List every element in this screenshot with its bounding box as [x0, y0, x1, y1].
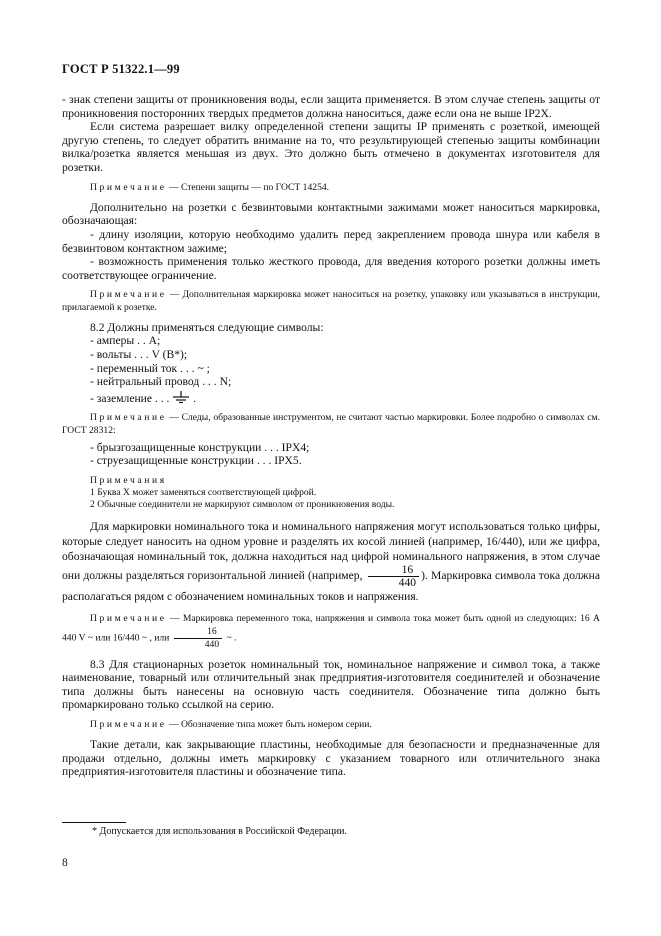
- note-text-b: ~ .: [224, 632, 237, 644]
- symbol-ipx5: - струезащищенные конструкции . . . IPX5.: [90, 454, 302, 468]
- note-label: Примечание: [90, 289, 167, 301]
- symbol-neutral: - нейтральный провод . . . N;: [90, 375, 232, 389]
- section-8-2-title: 8.2 Должны применяться следующие символы:: [90, 320, 324, 334]
- paragraph-water-protection: - знак степени защиты от проникновения воды, если защита применяется. В этом случае степень защиты от проникновения посторонних твердых предметов должна наноситься, даже если она не выше IP2X.: [62, 93, 600, 120]
- note-text: — Степени защиты — по ГОСТ 14254.: [166, 181, 330, 193]
- note-additional-marking: [62, 289, 600, 313]
- fraction-example-note: [174, 626, 222, 651]
- fraction-example: [368, 564, 419, 589]
- symbol-volts: - вольты . . . V (B*);: [90, 347, 188, 361]
- footnote: * Допускается для использования в Российской Федерации.: [92, 826, 347, 837]
- note-label: Примечание: [90, 718, 167, 730]
- note-label: Примечание: [90, 412, 167, 424]
- note-ac-marking: [62, 611, 600, 651]
- paragraph-rigid-wire: - возможность применения только жесткого провода, для введения которого розетки должны иметь соответствующее ограничение.: [62, 255, 600, 282]
- ground-label: - заземление . . .: [90, 391, 170, 405]
- paragraph-ip-combination: Если система разрешает вилку определенной степени защиты IP применять с розеткой, имеющей другую степень, то следует обратить внимание на то, что результирующей степенью защиты комбинации вилка/розетка является меньшая из двух. Это должно быть отмечено в документах изготовителя для розетки.: [62, 120, 600, 174]
- note-item-2: 2 Обычные соединители не маркируют символом от проникновения воды.: [90, 499, 395, 511]
- fraction-denominator: 440: [398, 575, 417, 589]
- document-page: [62, 62, 600, 779]
- marking-text-b: ). Маркировка символа тока должна располагаться рядом с обозначением номинальных токов и напряжения.: [62, 568, 600, 603]
- symbol-ground: [62, 391, 600, 406]
- page-number: 8: [62, 857, 68, 869]
- fraction-numerator: 16: [368, 564, 419, 577]
- note-label: Примечание: [90, 181, 167, 193]
- marking-text-a: Для маркировки номинального тока и номинального напряжения могут использоваться только цифры, которые следует наносить на одном уровне и разделять их косой линией (например, 16/440), или же цифра, обозначающая номинальный ток, должна находиться над цифрой номинального напряжения, в этом случае они должны разделяться горизонтальной линией (например,: [62, 519, 600, 582]
- symbol-ac: - переменный ток . . . ~ ;: [90, 361, 210, 375]
- notes-label: Примечания: [90, 474, 167, 486]
- standard-header: ГОСТ Р 51322.1—99: [62, 62, 180, 76]
- note-label: Примечание: [90, 612, 167, 624]
- footnote-separator: [62, 822, 126, 823]
- note-item-1: 1 Буква X может заменяться соответствующей цифрой.: [90, 487, 317, 499]
- note-text-a: — Маркировка переменного тока, напряжения и символа тока может быть одной из следующих: 16 A 440 V ~ или 16/440 ~ , или: [62, 612, 600, 644]
- fraction-numerator: 16: [174, 626, 222, 639]
- fraction-denominator: 440: [204, 638, 220, 650]
- ground-end: .: [193, 391, 197, 405]
- note-text: — Обозначение типа может быть номером серии.: [166, 718, 372, 730]
- symbol-ipx4: - брызгозащищенные конструкции . . . IPX4;: [90, 440, 310, 454]
- symbol-amperes: - амперы . . A;: [90, 334, 161, 348]
- section-8-3: 8.3 Для стационарных розеток номинальный ток, номинальное напряжение и символ тока, а также наименование, товарный или отличительный знак предприятия-изготовителя соединителей и обозначение типа должны быть нанесены на основную часть соединителя. Обозначение типа должно быть промаркировано только ссылкой на серию.: [62, 657, 600, 712]
- paragraph-screwless-marking: Дополнительно на розетки с безвинтовыми контактными зажимами может наноситься маркировка, обозначающая:: [62, 200, 600, 228]
- paragraph-cover-plates: Такие детали, как закрывающие пластины, необходимые для безопасности и предназначенные для продажи отдельно, должны иметь маркировку с указанием товарного или отличительного знака предприятия-изготовителя пластины и обозначение типа.: [62, 738, 600, 779]
- paragraph-insulation-length: - длину изоляции, которую необходимо удалить перед закреплением провода шнура или кабеля в безвинтовом контактном зажиме;: [62, 227, 600, 255]
- note-type-designation: [62, 719, 600, 731]
- note-text: — Следы, образованные инструментом, не считают частью маркировки. Более подробно о символах см. ГОСТ 28312:: [62, 412, 600, 436]
- note-text: — Дополнительная маркировка может наноситься на розетку, упаковку или указываться в инструкции, прилагаемой к розетке.: [62, 289, 600, 313]
- ground-icon: [172, 391, 190, 403]
- note-ip-degree: [62, 182, 600, 194]
- note-tool-marks: [62, 412, 600, 436]
- paragraph-current-voltage-marking: [62, 519, 600, 604]
